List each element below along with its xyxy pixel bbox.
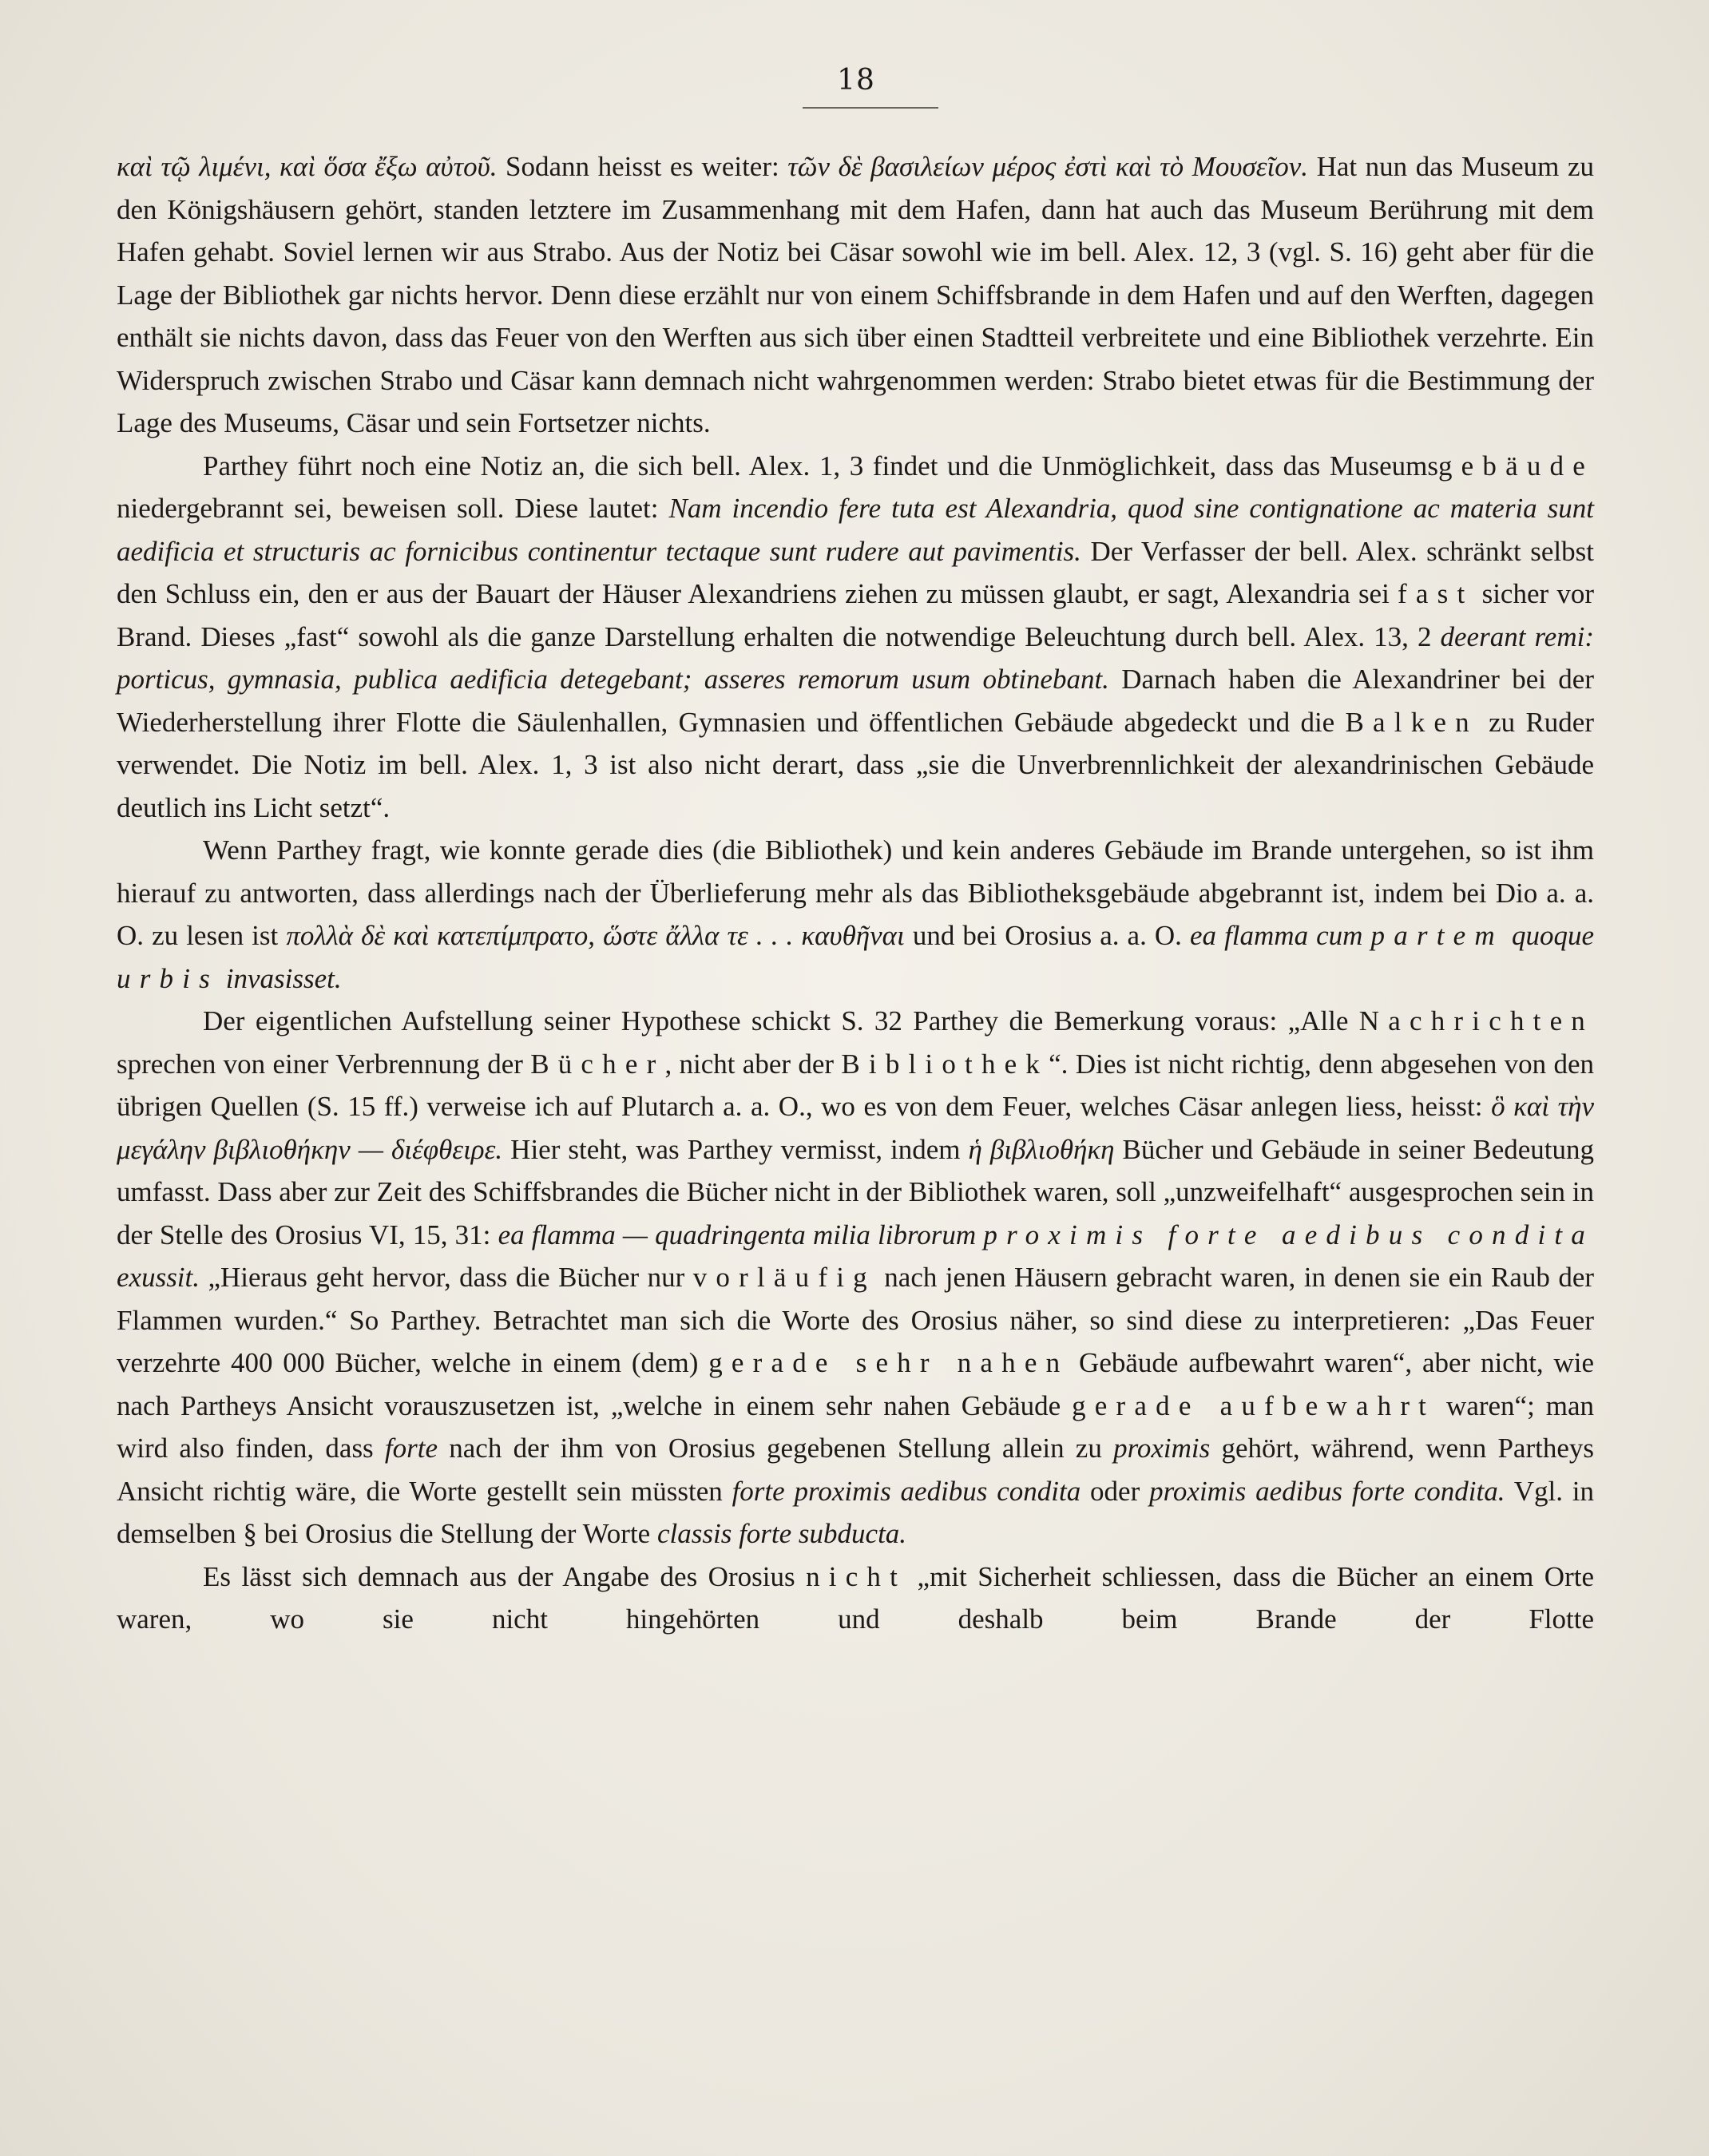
spaced-emphasis: gebäude: [1437, 450, 1594, 482]
spaced-emphasis: Bücher: [530, 1048, 665, 1080]
body-text: [117, 145, 1594, 1641]
latin-italic: forte: [384, 1433, 438, 1464]
latin-italic: classis forte subducta.: [656, 1518, 907, 1549]
paragraph: [117, 829, 1594, 1000]
text-run: oder: [1081, 1475, 1150, 1507]
text-run: nach der ihm von Orosius gegebenen Stellung allein zu: [438, 1433, 1114, 1464]
spaced-emphasis: Balken: [1345, 706, 1478, 738]
greek-quote: πολλὰ δὲ καὶ κατεπίμπρατο, ὥστε ἄλλα τε . . . καυθῆναι: [286, 920, 905, 951]
text-run: „mit Sicherheit schliessen, dass die Bücher an einem Orte waren, wo sie nicht hingehörten und deshalb beim Brande der Flotte: [117, 1560, 1594, 1635]
spaced-italic: proximis forte aedibus condita: [983, 1219, 1595, 1250]
text-run: Bücher und Gebäude in seiner Bedeutung umfasst. Dass aber zur Zeit des Schiffsbrandes die Bücher nicht in der Bibliothek waren, soll „unzweifelhaft“ ausgesprochen sein in der Stelle des Orosius VI, 15, 31:: [117, 1133, 1594, 1250]
text-run: „Hieraus geht hervor, dass die Bücher nur: [200, 1262, 693, 1293]
text-run: Vgl. in demselben § bei Orosius die Stellung der Worte: [117, 1475, 1594, 1549]
text-run: Hier steht, was Parthey vermisst, indem: [502, 1133, 969, 1165]
text-run: Hat nun das Museum zu den Königshäusern gehört, standen letztere im Zusammenhang mit dem Hafen, dann hat auch das Museum Berührung mit dem Hafen gehabt. Soviel lernen wir aus Strabo. Aus der Notiz bei Cäsar sowohl wie im bell. Alex. 12, 3 (vgl. S. 16) geht aber für die Lage der Bibliothek gar nichts hervor. Denn diese erzählt nur von einem Schiffsbrande in dem Hafen und auf den Werften, dagegen enthält sie nichts davon, dass das Feuer von den Werften aus sich über einen Stadtteil verbreitete und eine Bibliothek verzehrte. Ein Widerspruch zwischen Strabo und Cäsar kann demnach nicht wahrgenommen werden: Strabo bietet etwas für die Bestimmung der Lage des Museums, Cäsar und sein Fortsetzer nichts.: [117, 151, 1594, 438]
greek-quote: καὶ τῷ λιμένι, καὶ ὅσα ἔξω αὐτοῦ.: [117, 151, 498, 182]
text-run: zu Ruder verwendet. Die Notiz im bell. Alex. 1, 3 ist also nicht derart, dass „sie die Unverbrennlichkeit der alexandrinischen Gebäude deutlich ins Licht setzt“.: [117, 706, 1594, 823]
spaced-emphasis: gerade sehr nahen: [708, 1347, 1069, 1378]
text-run: Parthey führt noch eine Notiz an, die sich bell. Alex. 1, 3 findet und die Unmöglichkeit, dass das Museums: [203, 450, 1438, 482]
spaced-emphasis: gerade aufbewahrt: [1072, 1389, 1436, 1421]
paragraph: [117, 1000, 1594, 1556]
text-run: sicher vor Brand. Dieses „fast“ sowohl als die ganze Darstellung erhalten die notwendige Beleuchtung durch bell. Alex. 13, 2: [117, 578, 1595, 652]
page-number-rule: [803, 107, 938, 109]
spaced-emphasis: Bibliothek: [841, 1048, 1049, 1080]
latin-italic: forte proximis aedibus condita: [732, 1475, 1081, 1507]
text-run: Gebäude aufbewahrt waren“, aber nicht, wie nach Partheys Ansicht vorauszusetzen ist, „welche in einem sehr nahen Gebäude: [117, 1347, 1594, 1421]
greek-quote: ἡ βιβλιοθήκη: [968, 1133, 1115, 1165]
greek-quote: ὃ καὶ τὴν μεγάλην βιβλιοθήκην — διέφθειρε.: [117, 1091, 1594, 1165]
spaced-italic: urbis: [117, 962, 219, 994]
latin-italic: quoque: [1503, 920, 1594, 951]
spaced-italic: partem: [1370, 920, 1504, 951]
latin-italic: ea flamma — quadringenta milia librorum: [498, 1219, 984, 1250]
greek-quote: τῶν δὲ βασιλείων μέρος ἐστὶ καὶ τὸ Μουσεῖον.: [787, 151, 1309, 182]
latin-italic: invasisset.: [218, 962, 342, 994]
text-run: Es lässt sich demnach aus der Angabe des Orosius: [203, 1560, 807, 1592]
spaced-emphasis: Nachrichten: [1358, 1005, 1594, 1036]
latin-italic: proximis aedibus forte condita.: [1149, 1475, 1505, 1507]
latin-italic: Nam incendio fere tuta est Alexandria, quod sine contignatione ac materia sunt aedificia et structuris ac fornicibus continentur tectaque sunt rudere aut pavimentis.: [117, 493, 1595, 567]
spaced-emphasis: vorläufig: [692, 1262, 876, 1293]
text-run: Sodann heisst es weiter:: [497, 151, 788, 182]
paragraph: [117, 1556, 1594, 1641]
page-number: 18: [837, 64, 875, 97]
text-run: nach jenen Häusern gebracht waren, in denen sie ein Raub der Flammen wurden.“ So Parthey. Betrachtet man sich die Worte des Orosius näher, so sind diese zu interpretieren: „Das Feuer verzehrte 400 000 Bücher, welche in einem (dem): [117, 1262, 1595, 1378]
spaced-emphasis: nicht: [806, 1560, 907, 1592]
text-run: und bei Orosius a. a. O.: [904, 920, 1190, 951]
latin-italic: exussit.: [117, 1262, 200, 1293]
latin-italic: ea flamma cum: [1189, 920, 1371, 951]
text-run: , nicht aber der: [664, 1048, 842, 1080]
text-run: Darnach haben die Alexandriner bei der Wiederherstellung ihrer Flotte die Säulenhallen, Gymnasien und öffentlichen Gebäude abgedeckt und die: [117, 664, 1594, 738]
latin-italic: deerant remi: porticus, gymnasia, publica aedificia detegebant; asseres remorum usum obtinebant.: [117, 620, 1594, 695]
text-run: sprechen von einer Verbrennung der: [117, 1048, 531, 1080]
text-run: Der Verfasser der bell. Alex. schränkt selbst den Schluss ein, den er aus der Bauart der Häuser Alexandriens ziehen zu müssen glaubt, er sagt, Alexandria sei: [117, 535, 1594, 609]
spaced-emphasis: fast: [1398, 578, 1474, 609]
paragraph: [117, 445, 1594, 830]
text-run: gehört, während, wenn Partheys Ansicht richtig wäre, die Worte gestellt sein müssten: [117, 1433, 1594, 1507]
text-run: “. Dies ist nicht richtig, denn abgesehen von den übrigen Quellen (S. 15 ff.) verweise ich auf Plutarch a. a. O., wo es von dem Feuer, welches Cäsar anlegen liess, heisst:: [117, 1048, 1594, 1122]
paragraph: [117, 145, 1594, 445]
text-run: niedergebrannt sei, beweisen soll. Diese lautet:: [117, 493, 669, 524]
latin-italic: proximis: [1113, 1433, 1211, 1464]
text-run: waren“; man wird also finden, dass: [117, 1389, 1594, 1464]
text-run: Der eigentlichen Aufstellung seiner Hypothese schickt S. 32 Parthey die Bemerkung voraus: „Alle: [203, 1005, 1359, 1036]
text-run: Wenn Parthey fragt, wie konnte gerade dies (die Bibliothek) und kein anderes Gebäude im Brande untergehen, so ist ihm hierauf zu antworten, dass allerdings nach der Überlieferung mehr als das Bibliotheksgebäude abgebrannt ist, indem bei Dio a. a. O. zu lesen ist: [117, 834, 1594, 951]
